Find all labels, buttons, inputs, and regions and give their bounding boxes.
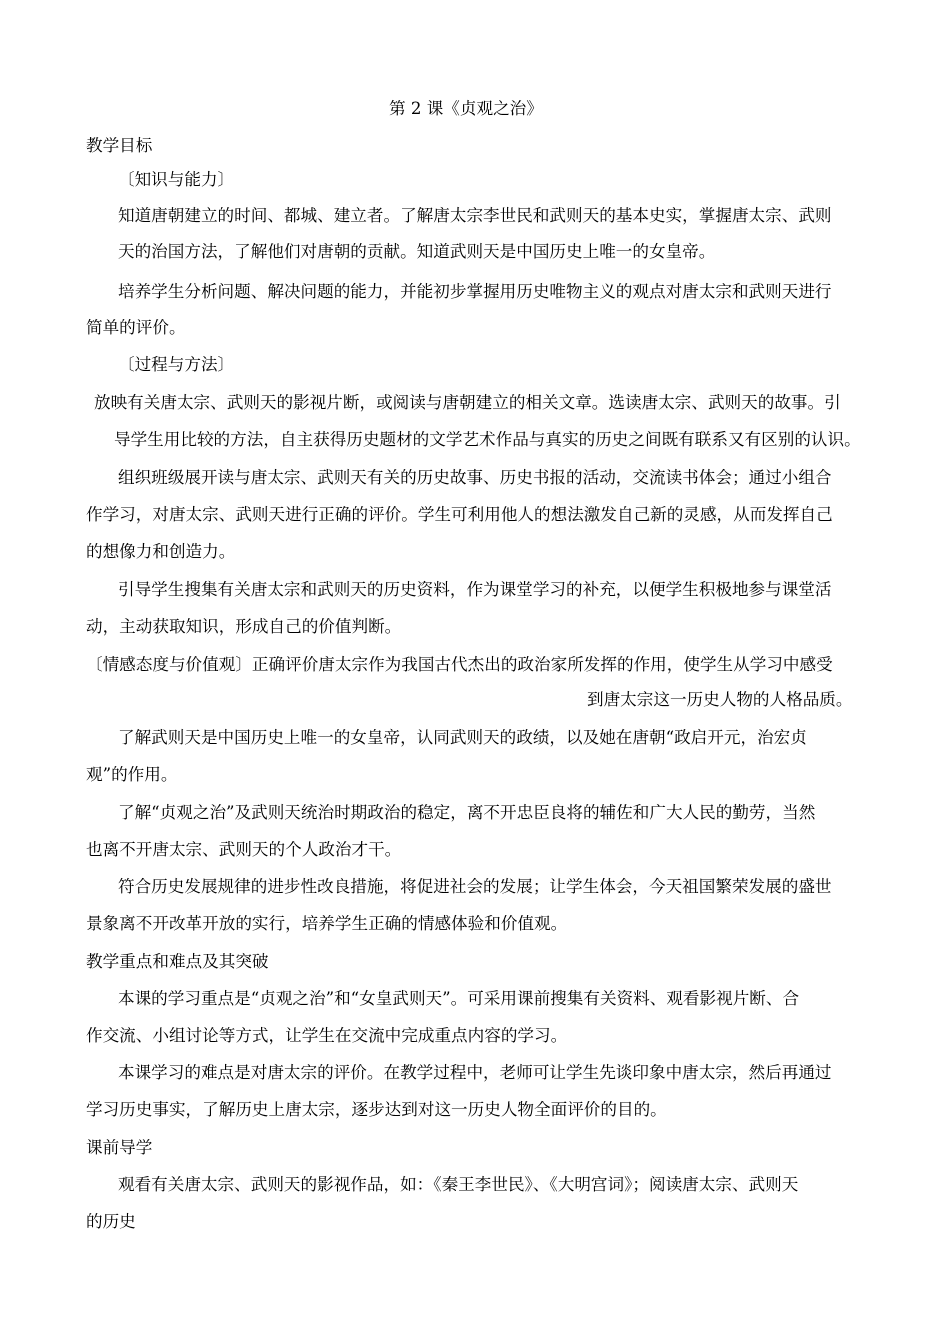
paragraph-line: 天的治国方法，了解他们对唐朝的贡献。知道武则天是中国历史上唯一的女皇帝。 xyxy=(118,242,716,261)
heading-keypoints: 教学重点和难点及其突破 xyxy=(86,952,269,971)
paragraph-line: 学习历史事实，了解历史上唐太宗，逐步达到对这一历史人物全面评价的目的。 xyxy=(86,1100,667,1119)
paragraph-line: 组织班级展开读与唐太宗、武则天有关的历史故事、历史书报的活动，交流读书体会；通过小组合 xyxy=(118,468,832,487)
paragraph-line: 作交流、小组讨论等方式，让学生在交流中完成重点内容的学习。 xyxy=(86,1026,568,1045)
paragraph-line: 的想像力和创造力。 xyxy=(86,542,236,561)
paragraph-line: 本课的学习重点是“贞观之治”和“女皇武则天”。可采用课前搜集有关资料、观看影视片断、合 xyxy=(118,989,800,1008)
paragraph-line: 符合历史发展规律的进步性改良措施，将促进社会的发展；让学生体会，今天祖国繁荣发展的盛世 xyxy=(118,877,832,896)
subheading-process: 〔过程与方法〕 xyxy=(118,355,235,374)
paragraph-line: 作学习，对唐太宗、武则天进行正确的评价。学生可利用他人的想法激发自己新的灵感，从而发挥自己 xyxy=(86,505,833,524)
paragraph-line: 动，主动获取知识，形成自己的价值判断。 xyxy=(86,617,402,636)
paragraph-line: 知道唐朝建立的时间、都城、建立者。了解唐太宗李世民和武则天的基本史实，掌握唐太宗、武则 xyxy=(118,206,832,225)
paragraph-line: 引导学生搜集有关唐太宗和武则天的历史资料，作为课堂学习的补充，以便学生积极地参与课堂活 xyxy=(118,580,832,599)
heading-preview: 课前导学 xyxy=(86,1138,153,1157)
paragraph-line: 本课学习的难点是对唐太宗的评价。在教学过程中，老师可让学生先谈印象中唐太宗，然后再通过 xyxy=(118,1063,832,1082)
page-title: 第 2 课《贞观之治》 xyxy=(389,99,543,118)
subheading-knowledge: 〔知识与能力〕 xyxy=(118,170,235,189)
paragraph-line: 观”的作用。 xyxy=(86,765,178,784)
heading-objectives: 教学目标 xyxy=(86,136,153,155)
paragraph-line: 放映有关唐太宗、武则天的影视片断，或阅读与唐朝建立的相关文章。选读唐太宗、武则天的故事。引 xyxy=(94,393,841,412)
paragraph-line: 景象离不开改革开放的实行，培养学生正确的情感体验和价值观。 xyxy=(86,914,568,933)
paragraph-line: 了解武则天是中国历史上唯一的女皇帝，认同武则天的政绩，以及她在唐朝“政启开元，治宏贞 xyxy=(118,728,807,747)
subheading-attitude-line: 〔情感态度与价值观〕正确评价唐太宗作为我国古代杰出的政治家所发挥的作用，使学生从学习中感受 xyxy=(86,655,833,674)
paragraph-line: 导学生用比较的方法，自主获得历史题材的文学艺术作品与真实的历史之间既有联系又有区别的认识。 xyxy=(114,430,861,449)
paragraph-line: 也离不开唐太宗、武则天的个人政治才干。 xyxy=(86,840,402,859)
paragraph-line: 简单的评价。 xyxy=(86,318,186,337)
paragraph-line: 到唐太宗这一历史人物的人格品质。 xyxy=(587,690,853,709)
paragraph-line: 培养学生分析问题、解决问题的能力，并能初步掌握用历史唯物主义的观点对唐太宗和武则天进行 xyxy=(118,282,832,301)
paragraph-line: 观看有关唐太宗、武则天的影视作品，如：《秦王李世民》、《大明宫词》；阅读唐太宗、武则天 xyxy=(118,1175,799,1194)
paragraph-line: 了解“贞观之治”及武则天统治时期政治的稳定，离不开忠臣良将的辅佐和广大人民的勤劳，当然 xyxy=(118,803,816,822)
paragraph-line: 的历史 xyxy=(86,1212,136,1231)
